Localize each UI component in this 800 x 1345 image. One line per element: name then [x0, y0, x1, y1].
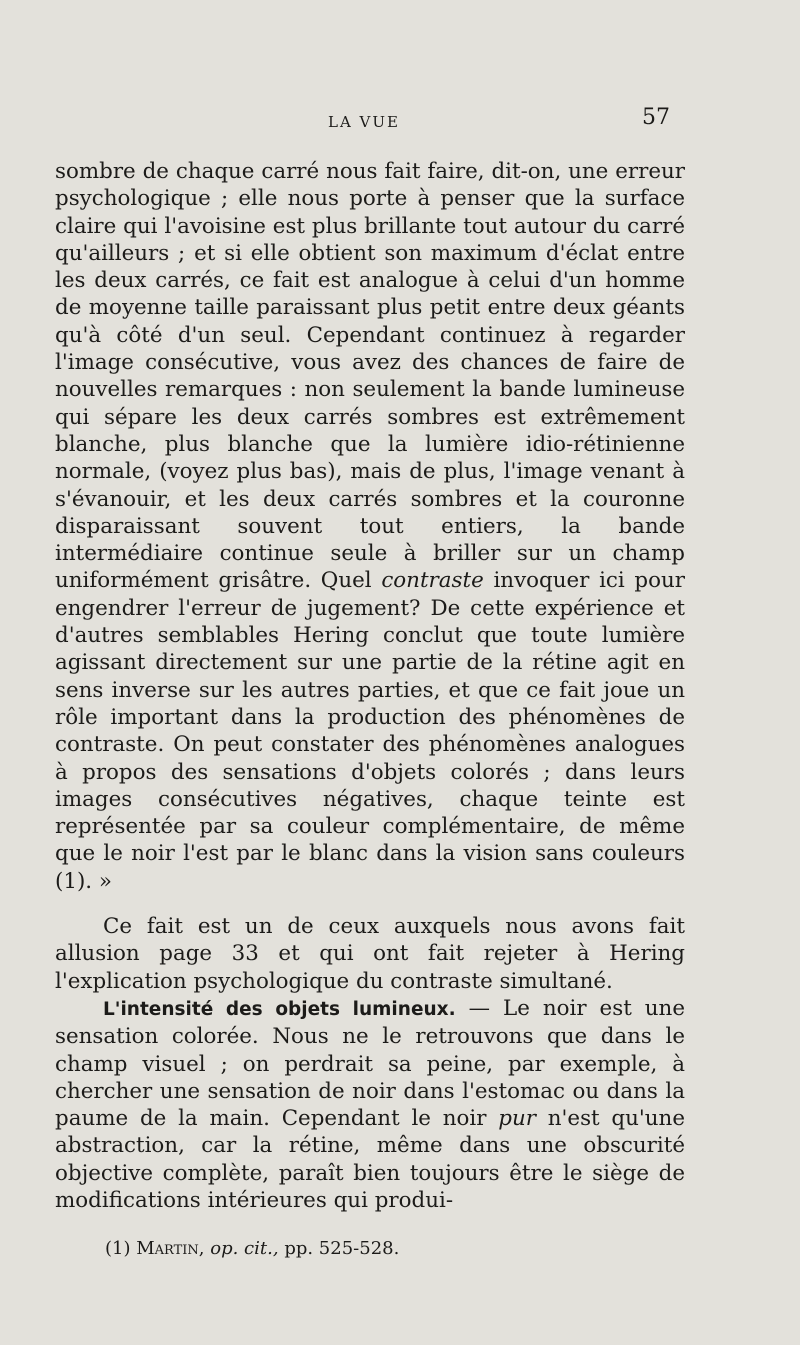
paragraph-1-end: invoquer ici pour engendrer l'erreur de jugement? De cette expérience et d'autres semblables Hering conclut que toute lumière agissant directement sur une partie de la rétine agit en sens inverse sur les autres parties, et que ce fait joue un rôle important dans la production des phénomènes de contraste. On peut constater des phénomènes analogues à propos des sensations d'objets colorés ; dans leurs images consécutives négatives, chaque teinte est représentée par sa couleur complémentaire, de même que le noir l'est par le blanc dans la vision sans couleurs (1). » [55, 568, 685, 894]
footnote-author: Martin, [136, 1238, 205, 1259]
paragraph-3 [55, 995, 685, 1214]
section-lead: L'intensité des objets lumineux. [103, 998, 456, 1020]
running-title: LA VUE [328, 113, 400, 131]
footnote-marker: (1) [105, 1238, 131, 1259]
paragraph-3-text-b: n'est qu'une abstraction, car la rétine, même dans une obscurité objective complète, paraît bien toujours être le siège de modifications intérieures qui produi- [55, 1106, 685, 1213]
paragraph-1 [55, 158, 685, 895]
paragraph-3-text-a: — Le noir est une sensation colorée. Nous ne le retrouvons que dans le champ visuel ; on perdrait sa peine, par exemple, à chercher une sensation de noir dans l'estomac ou dans la paume de la main. Cependant le noir [55, 995, 685, 1132]
footnote [105, 1238, 399, 1259]
footnote-ref: op. cit., [210, 1238, 279, 1259]
paragraph-1-text: sombre de chaque carré nous fait faire, dit-on, une erreur psychologique ; elle nous porte à penser que la surface claire qui l'avoisine est plus brillante tout autour du carré qu'ailleurs ; et si elle obtient son maximum d'éclat entre les deux carrés, ce fait est analogue à celui d'un homme de moyenne taille paraissant plus petit entre deux géants qu'à côté d'un seul. Cependant continuez à regarder l'image consécutive, vous avez des chances de faire de nouvelles remarques : non seulement la bande lumineuse qui sépare les deux carrés sombres est extrêmement blanche, plus blanche que la lumière idio-rétinienne normale, (voyez plus bas), mais de plus, l'image venant à s'évanouir, et les deux carrés sombres et la couronne disparaissant souvent tout entiers, la bande intermédiaire continue seule à briller sur un champ uniformément grisâtre. Quel [55, 159, 685, 594]
emphasis-contraste: contraste [381, 568, 484, 594]
footnote-pages: pp. 525-528. [284, 1238, 400, 1259]
body-text [55, 158, 685, 1214]
paragraph-2: Ce fait est un de ceux auxquels nous avons fait allusion page 33 et qui ont fait rejeter à Hering l'explication psychologique du contraste simultané. [55, 914, 685, 994]
page-number: 57 [642, 105, 670, 130]
running-head [0, 105, 800, 135]
emphasis-pur: pur [498, 1106, 536, 1132]
